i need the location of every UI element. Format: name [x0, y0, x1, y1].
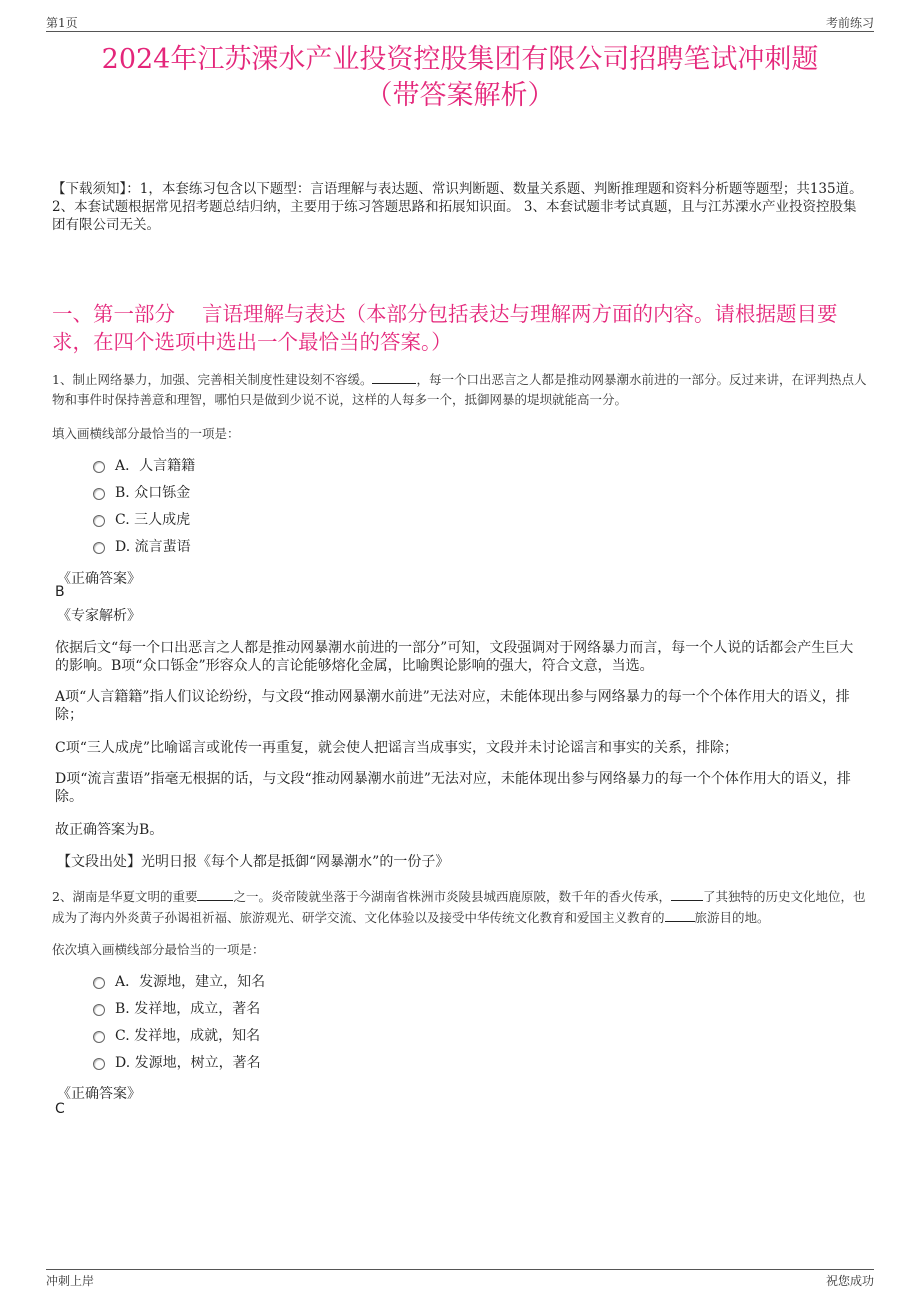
q1-answer-value: B — [55, 584, 65, 600]
q2-option-d-label: D. 发源地，树立，著名 — [115, 1055, 261, 1071]
q2-blank — [665, 907, 695, 922]
q1-option-d[interactable] — [93, 537, 191, 557]
footer-left-text: 冲刺上岸 — [46, 1274, 95, 1288]
q1-option-c[interactable] — [93, 510, 190, 530]
q1-conclusion: 故正确答案为B。 — [55, 822, 164, 838]
q1-analysis-paragraph: A项“人言籍籍”指人们议论纷纷，与文段“推动网暴潮水前进”无法对应，未能体现出参与网络暴力的每一个个体作用大的语义，排除； — [55, 689, 850, 723]
q1-option-a[interactable] — [93, 456, 195, 476]
document-title — [46, 42, 874, 114]
q1-source: 【文段出处】光明日报《每个人都是抵御“网暴潮水”的一份子》 — [57, 854, 450, 870]
q2-blank — [671, 886, 703, 901]
header-tag: 考前练习 — [825, 16, 874, 30]
title-line-2: （带答案解析） — [365, 80, 555, 111]
q2-option-c-label: C. 发祥地，成就，知名 — [115, 1028, 261, 1044]
q1-stem-part-b: ，每一个口出恶言之人都是推动网暴潮水前进的一部分。反过来讲，在评判热点人物和事件时保持善意和理智，哪怕只是做到少说不说，这样的人每多一个，抵御网暴的堤坝就能高一分。 — [52, 372, 867, 407]
page-header — [46, 14, 874, 32]
q1-option-a-label: A．人言籍籍 — [115, 458, 196, 474]
q2-option-a-label: A．发源地，建立，知名 — [115, 974, 266, 990]
q2-stem — [52, 886, 868, 928]
page-footer — [46, 1272, 874, 1290]
q1-analysis-paragraph: C项“三人成虎”比喻谣言或讹传一再重复，就会使人把谣言当成事实，文段并未讨论谣言和事实的关系，排除； — [55, 740, 739, 756]
radio-icon[interactable] — [93, 1058, 105, 1070]
q1-analysis-label: 《专家解析》 — [57, 608, 141, 624]
footer-divider — [46, 1269, 874, 1270]
q1-option-b-label: B. 众口铄金 — [115, 485, 191, 501]
radio-icon[interactable] — [93, 542, 105, 554]
q1-option-b[interactable] — [93, 483, 190, 503]
q2-stem-part-b: 之一。炎帝陵就坐落于今湖南省株洲市炎陵县城西鹿原陂，数千年的香火传承， — [233, 889, 671, 904]
q1-option-d-label: D. 流言蜚语 — [115, 539, 191, 555]
section-heading: 一、第一部分 言语理解与表达（本部分包括表达与理解两方面的内容。请根据题目要求，在四个选项中选出一个最恰当的答案。） — [52, 302, 838, 354]
header-divider — [46, 31, 874, 32]
q2-stem-part-c: 了其独特的历史文化地位，也成为了海内外炎黄子孙谒祖祈福、旅游观光、研学交流、文化体验以及接受中华传统文化教育和爱国主义教育的 — [52, 889, 866, 925]
download-notice: 【下载须知】：1，本套练习包含以下题型：言语理解与表达题、常识判断题、数量关系题、判断推理题和资料分析题等题型；共135道。 2、本套试题根据常见招考题总结归纳，主要用于练习答题思路和拓展知识面。 3、本套试题非考试真题，且与江苏溧水产业投资控股集团有限公司无关。 — [52, 181, 863, 233]
q2-option-b-label: B. 发祥地，成立，著名 — [115, 1001, 261, 1017]
q2-answer-label: 《正确答案》 — [57, 1086, 141, 1102]
q1-blank — [372, 369, 416, 384]
q1-analysis-paragraph: 依据后文“每一个口出恶言之人都是推动网暴潮水前进的一部分”可知，文段强调对于网络暴力而言，每一个人说的话都会产生巨大的影响。B项“众口铄金”形容众人的言论能够熔化金属，比喻舆论影响的强大，符合文意，当选。 — [55, 640, 854, 674]
radio-icon[interactable] — [93, 1004, 105, 1016]
q2-stem-part-a: 2、湖南是华夏文明的重要 — [52, 889, 198, 904]
q1-stem — [52, 369, 868, 410]
q2-prompt: 依次填入画横线部分最恰当的一项是： — [52, 942, 265, 957]
q1-answer-label: 《正确答案》 — [57, 571, 141, 587]
q1-prompt: 填入画横线部分最恰当的一项是： — [52, 426, 240, 441]
q2-blank — [197, 886, 233, 901]
title-line-1: 2024年江苏溧水产业投资控股集团有限公司招聘笔试冲刺题 — [101, 44, 819, 75]
q2-option-d[interactable] — [93, 1053, 261, 1073]
radio-icon[interactable] — [93, 977, 105, 989]
q1-stem-part-a: 1、制止网络暴力，加强、完善相关制度性建设刻不容缓。 — [52, 372, 373, 387]
radio-icon[interactable] — [93, 515, 105, 527]
radio-icon[interactable] — [93, 461, 105, 473]
footer-right-text: 祝您成功 — [825, 1274, 874, 1288]
q1-option-c-label: C. 三人成虎 — [115, 512, 191, 528]
q2-option-c[interactable] — [93, 1026, 260, 1046]
q2-stem-part-d: 旅游目的地。 — [694, 910, 770, 925]
q2-option-a[interactable] — [93, 972, 265, 992]
radio-icon[interactable] — [93, 488, 105, 500]
q2-answer-value: C — [55, 1101, 65, 1117]
q1-analysis-paragraph: D项“流言蜚语”指毫无根据的话，与文段“推动网暴潮水前进”无法对应，未能体现出参与网络暴力的每一个个体作用大的语义，排除。 — [55, 771, 851, 805]
page-number: 第1页 — [46, 16, 78, 30]
radio-icon[interactable] — [93, 1031, 105, 1043]
q2-option-b[interactable] — [93, 999, 260, 1019]
